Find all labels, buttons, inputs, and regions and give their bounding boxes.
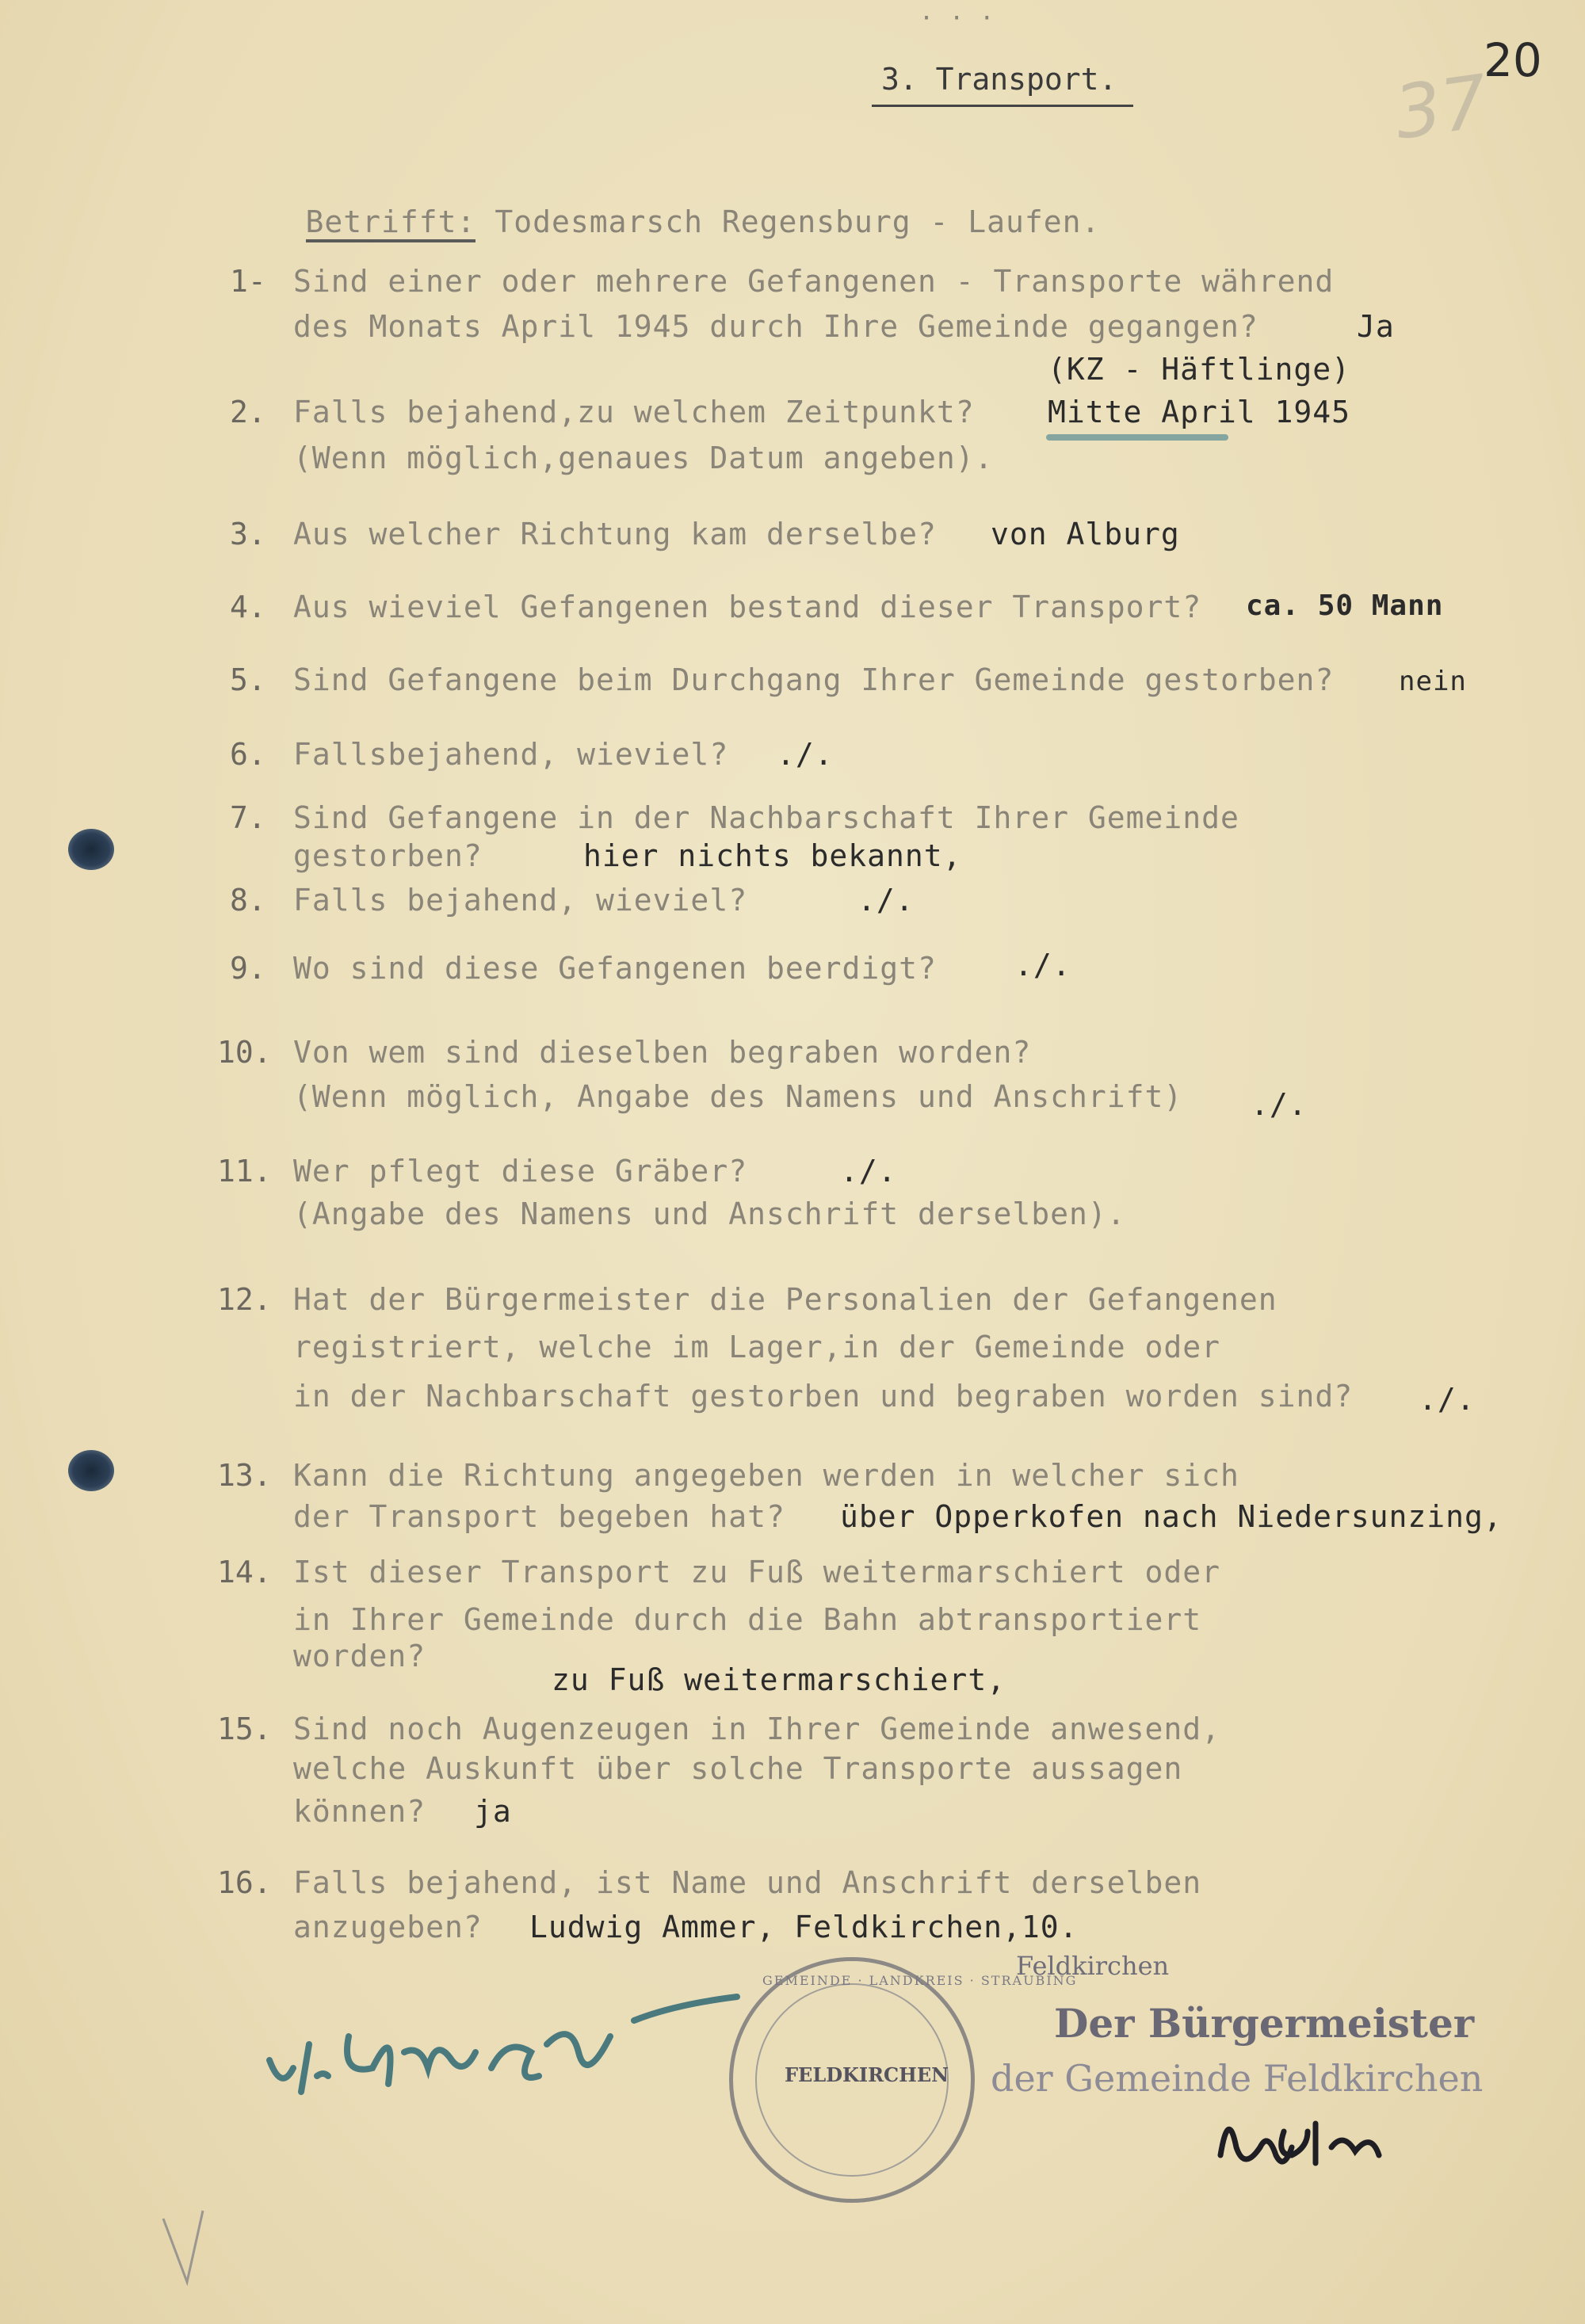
q15-line-1: Sind noch Augenzeugen in Ihrer Gemeinde anwesend, <box>293 1712 1221 1746</box>
page-number: 20 <box>1484 33 1542 87</box>
q2-answer-highlight <box>1046 434 1228 441</box>
round-stamp-center-text: FELDKIRCHEN <box>785 2063 949 2086</box>
archive-number: 37 <box>1389 59 1493 156</box>
q1-answer-note: (KZ - Häftlinge) <box>1048 352 1351 387</box>
q8-number: 8. <box>230 883 266 918</box>
q3-answer: von Alburg <box>991 517 1180 551</box>
round-stamp-ring-text: GEMEINDE · LANDKREIS · STRAUBING <box>762 1973 1078 1988</box>
top-stamp: · · · <box>919 5 995 32</box>
q15-line-3: können? <box>293 1794 426 1829</box>
pencil-check-mark <box>155 2203 219 2298</box>
q14-number: 14. <box>217 1555 272 1589</box>
q11-answer: ./. <box>840 1154 897 1189</box>
q15-line-2: welche Auskunft über solche Transporte aussagen <box>293 1751 1183 1786</box>
q8-line-1: Falls bejahend, wieviel? <box>293 883 748 918</box>
q3-number: 3. <box>230 517 266 551</box>
q13-line-1: Kann die Richtung angegeben werden in welcher sich <box>293 1458 1239 1493</box>
q1-line-1: Sind einer oder mehrere Gefangenen - Transporte während <box>293 264 1335 299</box>
q11-line-1: Wer pflegt diese Gräber? <box>293 1154 748 1189</box>
q11-line-2: (Angabe des Namens und Anschrift derselben). <box>293 1196 1126 1231</box>
q13-answer: über Opperkofen nach Niedersunzing, <box>840 1499 1503 1534</box>
q1-answer: Ja <box>1357 309 1395 344</box>
q10-answer: ./. <box>1251 1087 1308 1122</box>
q1-line-2: des Monats April 1945 durch Ihre Gemeinde gegangen? <box>293 309 1258 344</box>
mayor-stamp-title: Der Bürgermeister <box>1054 2000 1475 2047</box>
q16-line-1: Falls bejahend, ist Name und Anschrift derselben <box>293 1865 1202 1900</box>
right-signature-text <box>1213 2131 1241 2140</box>
q10-line-2: (Wenn möglich, Angabe des Namens und Anschrift) <box>293 1079 1183 1114</box>
q16-number: 16. <box>217 1865 272 1900</box>
q7-line-2: gestorben? <box>293 838 483 873</box>
q7-answer: hier nichts bekannt, <box>583 838 962 873</box>
q8-answer: ./. <box>857 883 915 918</box>
subject-line <box>230 170 1100 274</box>
q10-line-1: Von wem sind dieselben begraben worden? <box>293 1035 1032 1070</box>
q7-number: 7. <box>230 800 266 835</box>
q12-number: 12. <box>217 1282 272 1317</box>
q6-answer: ./. <box>777 737 834 772</box>
q9-answer: ./. <box>1014 948 1071 983</box>
punch-hole-bottom <box>68 1450 114 1491</box>
q2-answer: Mitte April 1945 <box>1048 395 1351 429</box>
q12-line-3: in der Nachbarschaft gestorben und begraben worden sind? <box>293 1379 1354 1414</box>
q14-line-2: in Ihrer Gemeinde durch die Bahn abtransportiert <box>293 1602 1202 1637</box>
q6-number: 6. <box>230 737 266 772</box>
q12-line-1: Hat der Bürgermeister die Personalien der Gefangenen <box>293 1282 1278 1317</box>
subject-label: Betrifft: <box>306 204 476 242</box>
q13-number: 13. <box>217 1458 272 1493</box>
q16-answer: Ludwig Ammer, Feldkirchen,10. <box>529 1910 1079 1944</box>
q14-answer: zu Fuß weitermarschiert, <box>552 1662 1006 1697</box>
mayor-stamp-office: der Gemeinde Feldkirchen <box>991 2057 1484 2100</box>
q4-line-1: Aus wieviel Gefangenen bestand dieser Transport? <box>293 590 1202 624</box>
q1-number: 1- <box>230 264 266 299</box>
q12-line-2: registriert, welche im Lager,in der Gemeinde oder <box>293 1330 1221 1364</box>
q2-line-1: Falls bejahend,zu welchem Zeitpunkt? <box>293 395 975 429</box>
q7-line-1: Sind Gefangene in der Nachbarschaft Ihrer Gemeinde <box>293 800 1239 835</box>
q9-number: 9. <box>230 951 266 986</box>
q9-line-1: Wo sind diese Gefangenen beerdigt? <box>293 951 937 986</box>
q5-line-1: Sind Gefangene beim Durchgang Ihrer Gemeinde gestorben? <box>293 662 1335 697</box>
q13-line-2: der Transport begeben hat? <box>293 1499 785 1534</box>
q6-line-1: Fallsbejahend, wieviel? <box>293 737 729 772</box>
q10-number: 10. <box>217 1035 272 1070</box>
q14-line-3: worden? <box>293 1639 426 1673</box>
q4-answer: ca. 50 Mann <box>1246 590 1444 622</box>
q15-answer: ja <box>474 1794 512 1829</box>
q5-answer: nein <box>1399 666 1467 697</box>
left-signature <box>262 1973 769 2108</box>
punch-hole-top <box>68 829 114 870</box>
q5-number: 5. <box>230 662 266 697</box>
document-title: 3. Transport. <box>881 62 1117 97</box>
q12-answer: ./. <box>1419 1382 1476 1417</box>
right-signature <box>1205 2100 1395 2187</box>
title-underline <box>872 105 1133 107</box>
q4-number: 4. <box>230 590 266 624</box>
left-signature-text <box>269 2005 327 2013</box>
q11-number: 11. <box>217 1154 272 1189</box>
q2-number: 2. <box>230 395 266 429</box>
q2-line-2: (Wenn möglich,genaues Datum angeben). <box>293 441 994 475</box>
q14-line-1: Ist dieser Transport zu Fuß weitermarschiert oder <box>293 1555 1221 1589</box>
subject-text: Todesmarsch Regensburg - Laufen. <box>495 204 1101 239</box>
q16-line-2: anzugeben? <box>293 1910 483 1944</box>
mayor-stamp-place: Feldkirchen <box>1016 1951 1170 1981</box>
q15-number: 15. <box>217 1712 272 1746</box>
q3-line-1: Aus welcher Richtung kam derselbe? <box>293 517 937 551</box>
